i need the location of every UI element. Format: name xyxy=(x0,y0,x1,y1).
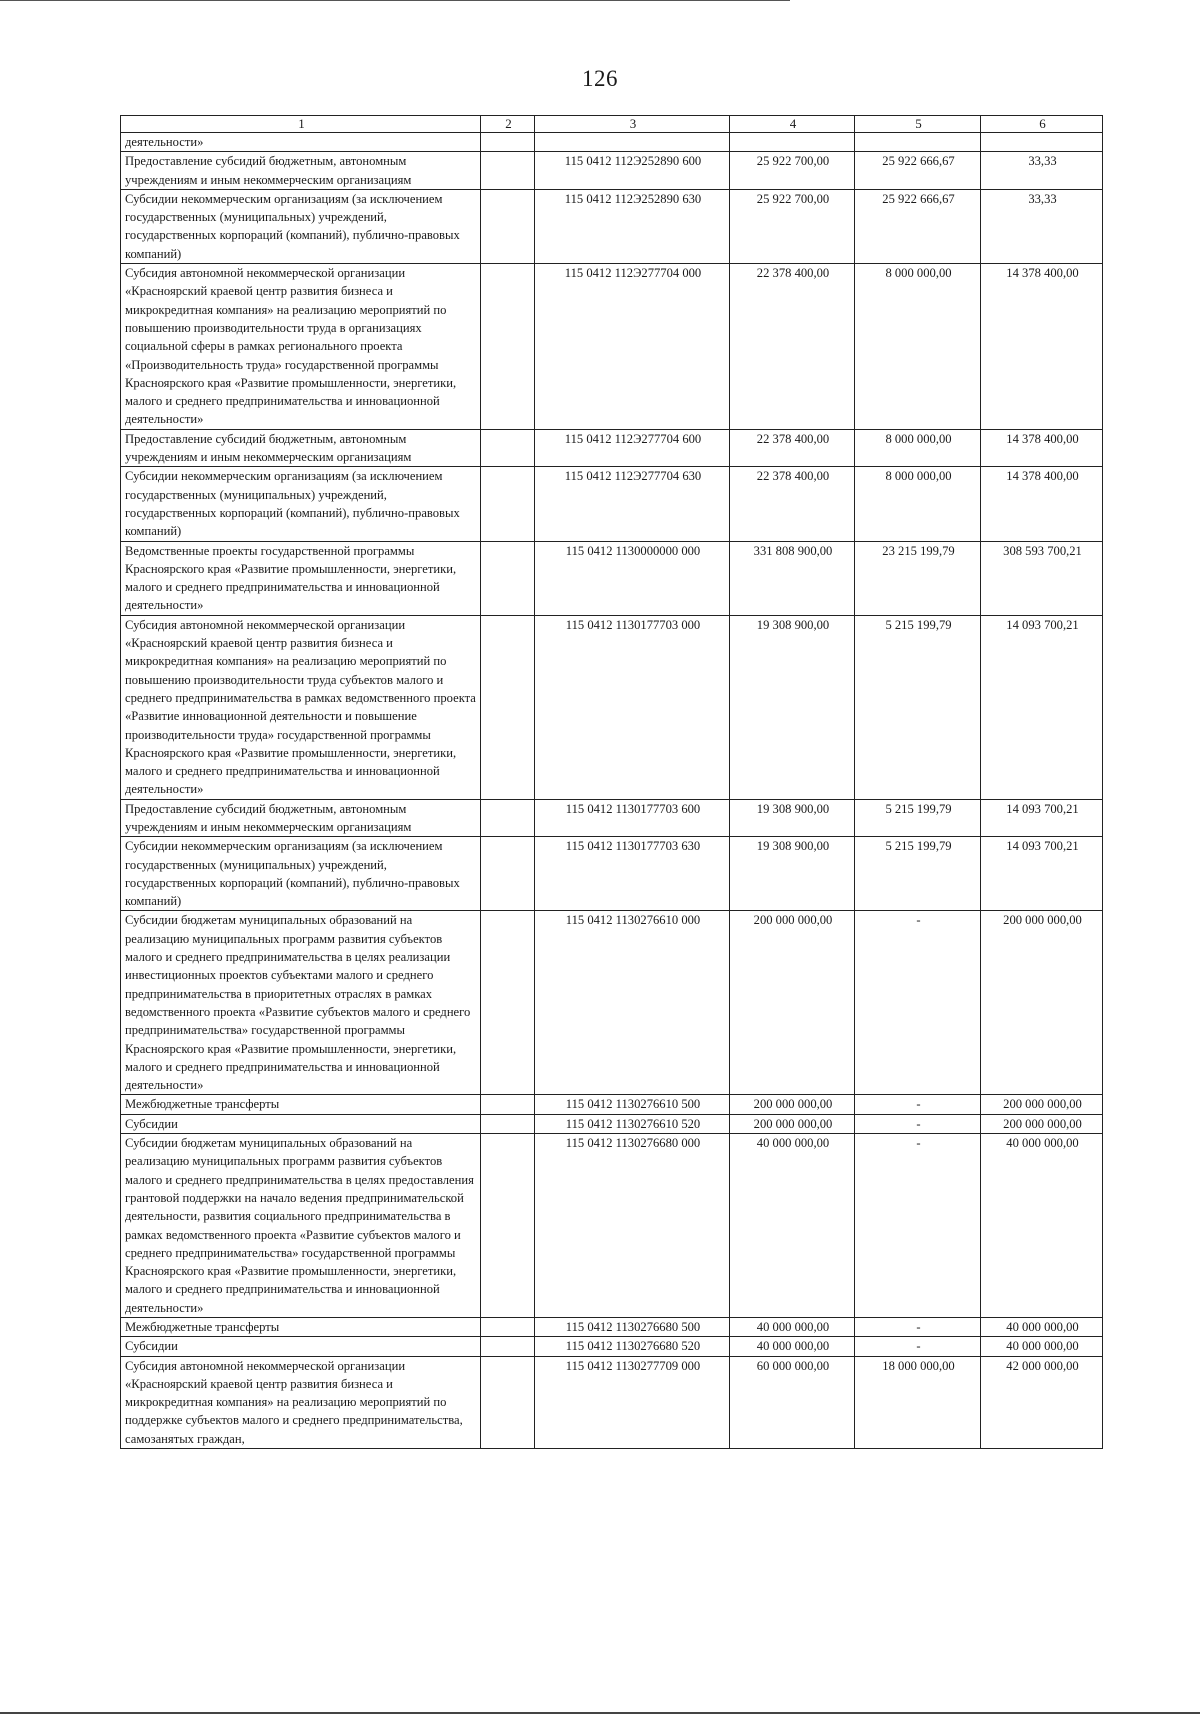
row-col4-amount: 22 378 400,00 xyxy=(730,264,855,430)
row-col6-amount: 14 093 700,21 xyxy=(981,837,1103,911)
row-col6-amount: 40 000 000,00 xyxy=(981,1134,1103,1318)
table-row xyxy=(121,264,1103,430)
row-col4-amount: 200 000 000,00 xyxy=(730,1114,855,1133)
table-row xyxy=(121,133,1103,152)
row-col5-amount: 5 215 199,79 xyxy=(855,615,981,799)
row-budget-code: 115 0412 1130277709 000 xyxy=(535,1356,730,1448)
row-col2 xyxy=(481,541,535,615)
row-description: Межбюджетные трансферты xyxy=(121,1318,481,1337)
row-col4-amount: 19 308 900,00 xyxy=(730,837,855,911)
table-row xyxy=(121,1318,1103,1337)
row-description: Субсидии бюджетам муниципальных образований на реализацию муниципальных программ развития субъектов малого и среднего предпринимательства в целях реализации инвестиционных проектов субъектами малого и среднего предпринимательства в приоритетных отраслях в рамках ведомственного проекта «Развитие субъектов малого и среднего предпринимательства» государственной программы Красноярского края «Развитие промышленности, энергетики, малого и среднего предпринимательства и инновационной деятельности» xyxy=(121,911,481,1095)
row-col5-amount: - xyxy=(855,1337,981,1356)
row-col6-amount xyxy=(981,133,1103,152)
row-col5-amount: 8 000 000,00 xyxy=(855,429,981,467)
row-col2 xyxy=(481,1356,535,1448)
row-description: Субсидия автономной некоммерческой организации «Красноярский краевой центр развития бизнеса и микрокредитная компания» на реализацию мероприятий по поддержке субъектов малого и среднего предпринимательства, самозанятых граждан, xyxy=(121,1356,481,1448)
row-col4-amount: 19 308 900,00 xyxy=(730,615,855,799)
row-col4-amount: 40 000 000,00 xyxy=(730,1337,855,1356)
row-col6-amount: 14 378 400,00 xyxy=(981,429,1103,467)
row-budget-code: 115 0412 1130177703 000 xyxy=(535,615,730,799)
row-col6-amount: 14 378 400,00 xyxy=(981,467,1103,541)
row-col6-amount: 200 000 000,00 xyxy=(981,1114,1103,1133)
row-col5-amount: 18 000 000,00 xyxy=(855,1356,981,1448)
row-col2 xyxy=(481,837,535,911)
table-row xyxy=(121,1095,1103,1114)
table-row xyxy=(121,615,1103,799)
column-header-6: 6 xyxy=(981,116,1103,133)
row-col2 xyxy=(481,152,535,190)
column-header-4: 4 xyxy=(730,116,855,133)
row-col6-amount: 42 000 000,00 xyxy=(981,1356,1103,1448)
row-col6-amount: 200 000 000,00 xyxy=(981,911,1103,1095)
row-description: Предоставление субсидий бюджетным, автономным учреждениям и иным некоммерческим организациям xyxy=(121,429,481,467)
column-number-row xyxy=(121,116,1103,133)
row-col5-amount: 23 215 199,79 xyxy=(855,541,981,615)
row-col5-amount: 5 215 199,79 xyxy=(855,799,981,837)
row-col5-amount: - xyxy=(855,1134,981,1318)
row-description: Субсидии некоммерческим организациям (за исключением государственных (муниципальных) учреждений, государственных корпораций (компаний), публично-правовых компаний) xyxy=(121,837,481,911)
table-row xyxy=(121,1134,1103,1318)
row-col2 xyxy=(481,133,535,152)
table-row xyxy=(121,189,1103,263)
scan-bottom-edge xyxy=(0,1712,1200,1714)
row-col5-amount: 5 215 199,79 xyxy=(855,837,981,911)
row-budget-code: 115 0412 1130276610 000 xyxy=(535,911,730,1095)
column-header-5: 5 xyxy=(855,116,981,133)
row-col4-amount: 25 922 700,00 xyxy=(730,152,855,190)
column-header-1: 1 xyxy=(121,116,481,133)
table-row xyxy=(121,799,1103,837)
table-row xyxy=(121,911,1103,1095)
table-row xyxy=(121,429,1103,467)
row-col6-amount: 14 093 700,21 xyxy=(981,799,1103,837)
row-description: Субсидии некоммерческим организациям (за исключением государственных (муниципальных) учреждений, государственных корпораций (компаний), публично-правовых компаний) xyxy=(121,467,481,541)
row-col6-amount: 14 093 700,21 xyxy=(981,615,1103,799)
row-col2 xyxy=(481,1114,535,1133)
budget-table xyxy=(120,115,1103,1449)
row-col2 xyxy=(481,1095,535,1114)
row-budget-code: 115 0412 1130177703 630 xyxy=(535,837,730,911)
row-col4-amount xyxy=(730,133,855,152)
row-col5-amount xyxy=(855,133,981,152)
row-col4-amount: 25 922 700,00 xyxy=(730,189,855,263)
row-col4-amount: 331 808 900,00 xyxy=(730,541,855,615)
row-col2 xyxy=(481,189,535,263)
row-description: Субсидии некоммерческим организациям (за исключением государственных (муниципальных) учреждений, государственных корпораций (компаний), публично-правовых компаний) xyxy=(121,189,481,263)
row-description: Предоставление субсидий бюджетным, автономным учреждениям и иным некоммерческим организациям xyxy=(121,152,481,190)
row-description: Субсидия автономной некоммерческой организации «Красноярский краевой центр развития бизнеса и микрокредитная компания» на реализацию мероприятий по повышению производительности труда в организациях социальной сферы в рамках регионального проекта «Производительность труда» государственной программы Красноярского края «Развитие промышленности, энергетики, малого и среднего предпринимательства и инновационной деятельности» xyxy=(121,264,481,430)
row-col5-amount: 25 922 666,67 xyxy=(855,189,981,263)
row-col4-amount: 22 378 400,00 xyxy=(730,467,855,541)
row-col2 xyxy=(481,467,535,541)
row-col4-amount: 60 000 000,00 xyxy=(730,1356,855,1448)
table-row xyxy=(121,1356,1103,1448)
row-description: Субсидии xyxy=(121,1114,481,1133)
row-budget-code: 115 0412 1130000000 000 xyxy=(535,541,730,615)
row-col5-amount: 25 922 666,67 xyxy=(855,152,981,190)
row-col5-amount: - xyxy=(855,1318,981,1337)
row-col4-amount: 200 000 000,00 xyxy=(730,1095,855,1114)
row-col2 xyxy=(481,1134,535,1318)
row-budget-code: 115 0412 112Э277704 000 xyxy=(535,264,730,430)
row-description: деятельности» xyxy=(121,133,481,152)
table-row xyxy=(121,837,1103,911)
row-col6-amount: 40 000 000,00 xyxy=(981,1318,1103,1337)
row-budget-code: 115 0412 1130276680 520 xyxy=(535,1337,730,1356)
row-description: Субсидия автономной некоммерческой организации «Красноярский краевой центр развития бизнеса и микрокредитная компания» на реализацию мероприятий по повышению производительности труда субъектов малого и среднего предпринимательства в рамках ведомственного проекта «Развитие инновационной деятельности и повышение производительности труда» государственной программы Красноярского края «Развитие промышленности, энергетики, малого и среднего предпринимательства и инновационной деятельности» xyxy=(121,615,481,799)
row-col5-amount: 8 000 000,00 xyxy=(855,467,981,541)
row-col2 xyxy=(481,911,535,1095)
row-col6-amount: 40 000 000,00 xyxy=(981,1337,1103,1356)
row-col6-amount: 308 593 700,21 xyxy=(981,541,1103,615)
scan-top-edge xyxy=(0,0,790,1)
row-col6-amount: 14 378 400,00 xyxy=(981,264,1103,430)
row-col5-amount: - xyxy=(855,1114,981,1133)
row-col4-amount: 40 000 000,00 xyxy=(730,1318,855,1337)
row-col4-amount: 19 308 900,00 xyxy=(730,799,855,837)
row-col4-amount: 22 378 400,00 xyxy=(730,429,855,467)
column-header-3: 3 xyxy=(535,116,730,133)
row-budget-code: 115 0412 1130276610 520 xyxy=(535,1114,730,1133)
row-budget-code: 115 0412 1130276680 500 xyxy=(535,1318,730,1337)
row-col5-amount: - xyxy=(855,1095,981,1114)
row-col5-amount: 8 000 000,00 xyxy=(855,264,981,430)
row-col6-amount: 33,33 xyxy=(981,189,1103,263)
row-budget-code: 115 0412 1130177703 600 xyxy=(535,799,730,837)
page-number: 126 xyxy=(582,66,618,91)
row-col2 xyxy=(481,1337,535,1356)
row-budget-code: 115 0412 1130276680 000 xyxy=(535,1134,730,1318)
row-col2 xyxy=(481,615,535,799)
row-budget-code: 115 0412 112Э277704 630 xyxy=(535,467,730,541)
row-budget-code: 115 0412 112Э252890 600 xyxy=(535,152,730,190)
row-description: Предоставление субсидий бюджетным, автономным учреждениям и иным некоммерческим организациям xyxy=(121,799,481,837)
row-budget-code: 115 0412 1130276610 500 xyxy=(535,1095,730,1114)
row-col4-amount: 200 000 000,00 xyxy=(730,911,855,1095)
column-header-2: 2 xyxy=(481,116,535,133)
row-col2 xyxy=(481,429,535,467)
row-budget-code xyxy=(535,133,730,152)
row-col2 xyxy=(481,264,535,430)
row-col5-amount: - xyxy=(855,911,981,1095)
table-row xyxy=(121,1114,1103,1133)
row-description: Субсидии xyxy=(121,1337,481,1356)
row-col2 xyxy=(481,1318,535,1337)
row-description: Межбюджетные трансферты xyxy=(121,1095,481,1114)
row-col6-amount: 200 000 000,00 xyxy=(981,1095,1103,1114)
row-col6-amount: 33,33 xyxy=(981,152,1103,190)
table-row xyxy=(121,541,1103,615)
row-description: Субсидии бюджетам муниципальных образований на реализацию муниципальных программ развития субъектов малого и среднего предпринимательства в целях предоставления грантовой поддержки на начало ведения предпринимательской деятельности, развития социального предпринимательства в рамках ведомственного проекта «Развитие субъектов малого и среднего предпринимательства» государственной программы Красноярского края «Развитие промышленности, энергетики, малого и среднего предпринимательства и инновационной деятельности» xyxy=(121,1134,481,1318)
row-description: Ведомственные проекты государственной программы Красноярского края «Развитие промышленности, энергетики, малого и среднего предпринимательства и инновационной деятельности» xyxy=(121,541,481,615)
row-budget-code: 115 0412 112Э252890 630 xyxy=(535,189,730,263)
table-row xyxy=(121,1337,1103,1356)
table-row xyxy=(121,467,1103,541)
row-col4-amount: 40 000 000,00 xyxy=(730,1134,855,1318)
row-col2 xyxy=(481,799,535,837)
row-budget-code: 115 0412 112Э277704 600 xyxy=(535,429,730,467)
table-row xyxy=(121,152,1103,190)
